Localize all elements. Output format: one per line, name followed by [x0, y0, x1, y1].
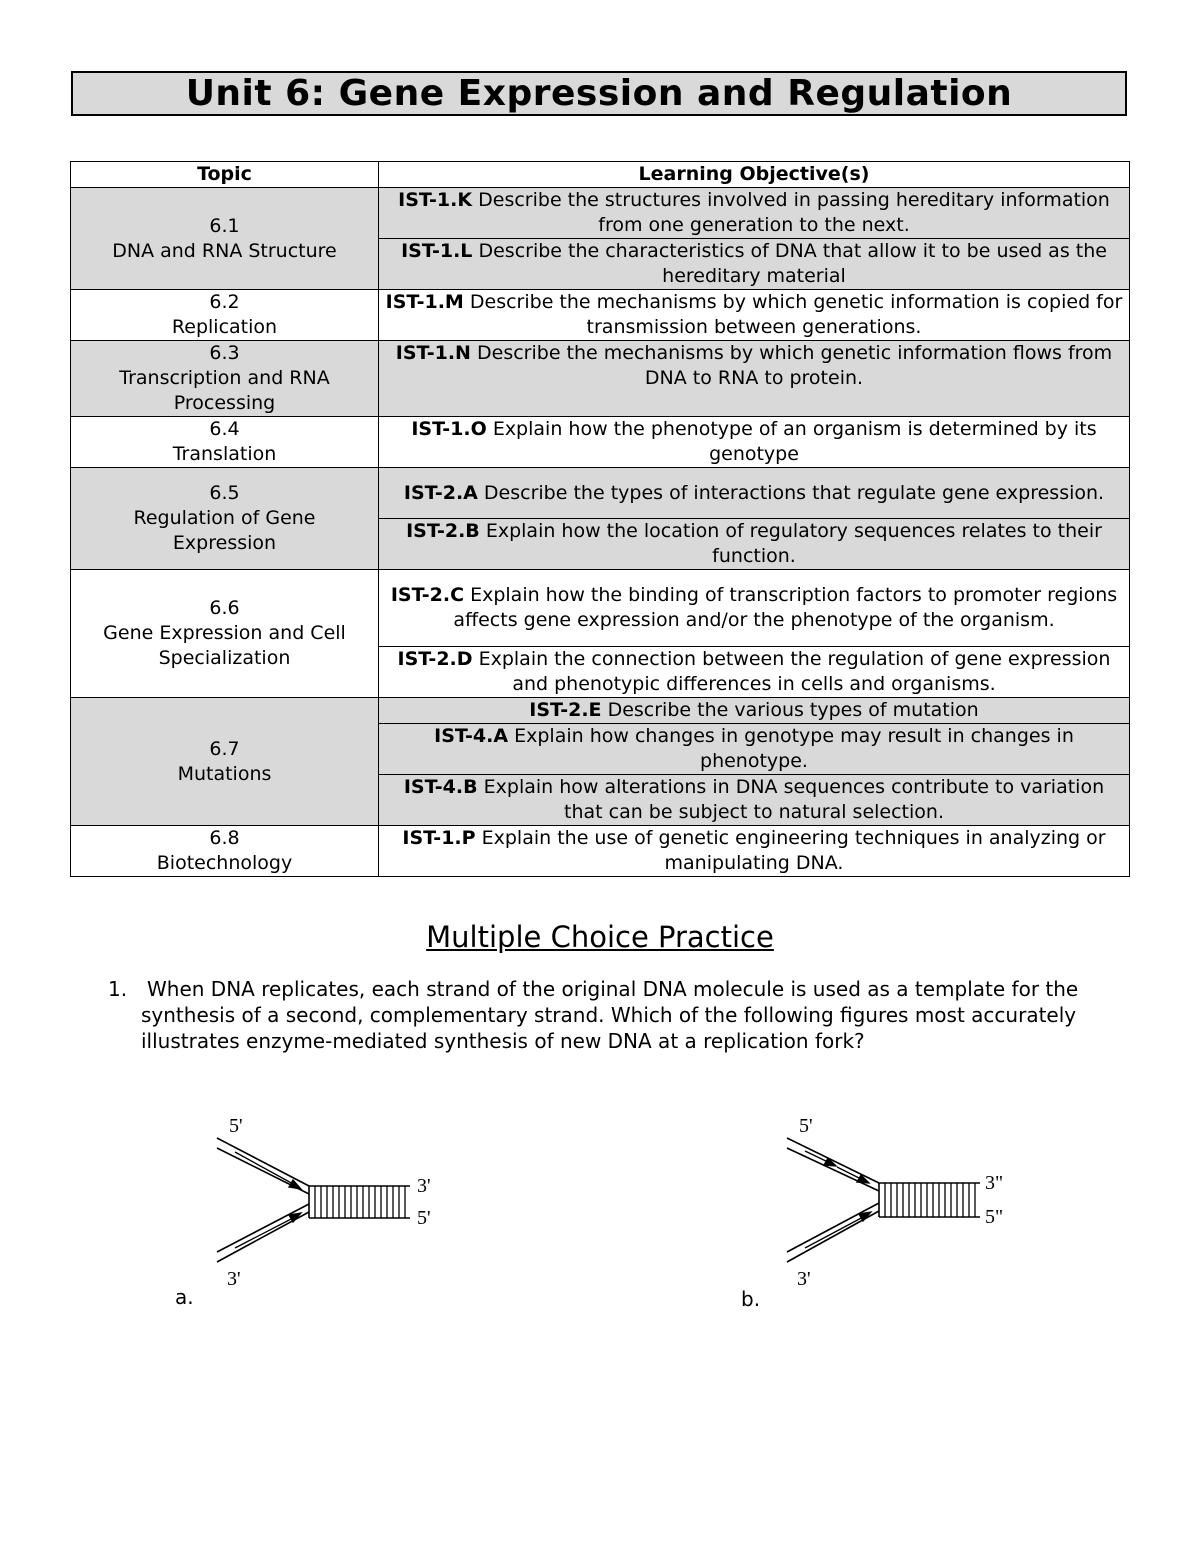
topic-cell: 6.1 DNA and RNA Structure [71, 188, 379, 290]
topic-header: Topic [71, 162, 379, 188]
base-pair-rungs [315, 1186, 405, 1218]
objective-cell: IST-4.B Explain how alterations in DNA sequences contribute to variation that can be subject to natural selection. [379, 775, 1130, 826]
learning-objectives-table [70, 161, 1130, 877]
table-row [71, 468, 1130, 519]
objective-cell: IST-4.A Explain how changes in genotype may result in changes in phenotype. [379, 724, 1130, 775]
base-pair-rungs [885, 1183, 975, 1217]
replication-fork-figure-a [205, 1105, 455, 1295]
topic-cell: 6.7 Mutations [71, 698, 379, 826]
question-1 [108, 976, 1138, 1054]
objective-cell: IST-1.M Describe the mechanisms by which genetic information is copied for transmission between generations. [379, 290, 1130, 341]
topic-cell: 6.3 Transcription and RNA Processing [71, 341, 379, 417]
label-3prime-bottom: 3' [227, 1268, 241, 1290]
objective-cell: IST-2.E Describe the various types of mutation [379, 698, 1130, 724]
label-right-top: 3" [985, 1172, 1004, 1194]
option-label-b: b. [741, 1287, 761, 1311]
objective-cell: IST-2.D Explain the connection between the regulation of gene expression and phenotypic differences in cells and organisms. [379, 647, 1130, 698]
question-text: When DNA replicates, each strand of the original DNA molecule is used as a template for the synthesis of a second, complementary strand. Which of the following figures most accurately illustrates enzyme-mediated synthesis of new DNA at a replication fork? [141, 977, 1079, 1053]
objective-cell: IST-1.L Describe the characteristics of DNA that allow it to be used as the hereditary material [379, 239, 1130, 290]
arrow-icon [824, 1158, 836, 1166]
objective-cell: IST-1.N Describe the mechanisms by which genetic information flows from DNA to RNA to protein. [379, 341, 1130, 417]
objective-cell: IST-2.A Describe the types of interactions that regulate gene expression. [379, 468, 1130, 519]
topic-cell: 6.8 Biotechnology [71, 826, 379, 877]
table-row [71, 826, 1130, 877]
label-right-bottom: 5' [417, 1207, 431, 1229]
objective-cell: IST-1.P Explain the use of genetic engineering techniques in analyzing or manipulating DNA. [379, 826, 1130, 877]
topic-cell: 6.5 Regulation of Gene Expression [71, 468, 379, 570]
table-row [71, 570, 1130, 647]
table-header-row [71, 162, 1130, 188]
topic-cell: 6.2 Replication [71, 290, 379, 341]
table-row [71, 188, 1130, 239]
section-heading: Multiple Choice Practice [426, 920, 774, 954]
topic-cell: 6.4 Translation [71, 417, 379, 468]
label-3prime-bottom: 3' [797, 1268, 811, 1290]
objective-header: Learning Objective(s) [379, 162, 1130, 188]
table-row [71, 698, 1130, 724]
replication-fork-figure-b [775, 1105, 1025, 1295]
topic-cell: 6.6 Gene Expression and Cell Specialization [71, 570, 379, 698]
label-5prime-top: 5' [229, 1115, 243, 1137]
label-right-bottom: 5" [985, 1206, 1004, 1228]
label-right-top: 3' [417, 1175, 431, 1197]
label-5prime-top: 5' [799, 1115, 813, 1137]
table-row [71, 417, 1130, 468]
objective-cell: IST-1.K Describe the structures involved in passing hereditary information from one generation to the next. [379, 188, 1130, 239]
objective-cell: IST-2.C Explain how the binding of transcription factors to promoter regions affects gene expression and/or the phenotype of the organism. [379, 570, 1130, 647]
page-title: Unit 6: Gene Expression and Regulation [71, 71, 1127, 116]
objective-cell: IST-1.O Explain how the phenotype of an organism is determined by its genotype [379, 417, 1130, 468]
arrow-icon [857, 1175, 869, 1183]
table-row [71, 341, 1130, 417]
question-number: 1. [108, 977, 128, 1001]
option-label-a: a. [175, 1285, 194, 1309]
table-row [71, 290, 1130, 341]
objective-cell: IST-2.B Explain how the location of regulatory sequences relates to their function. [379, 519, 1130, 570]
